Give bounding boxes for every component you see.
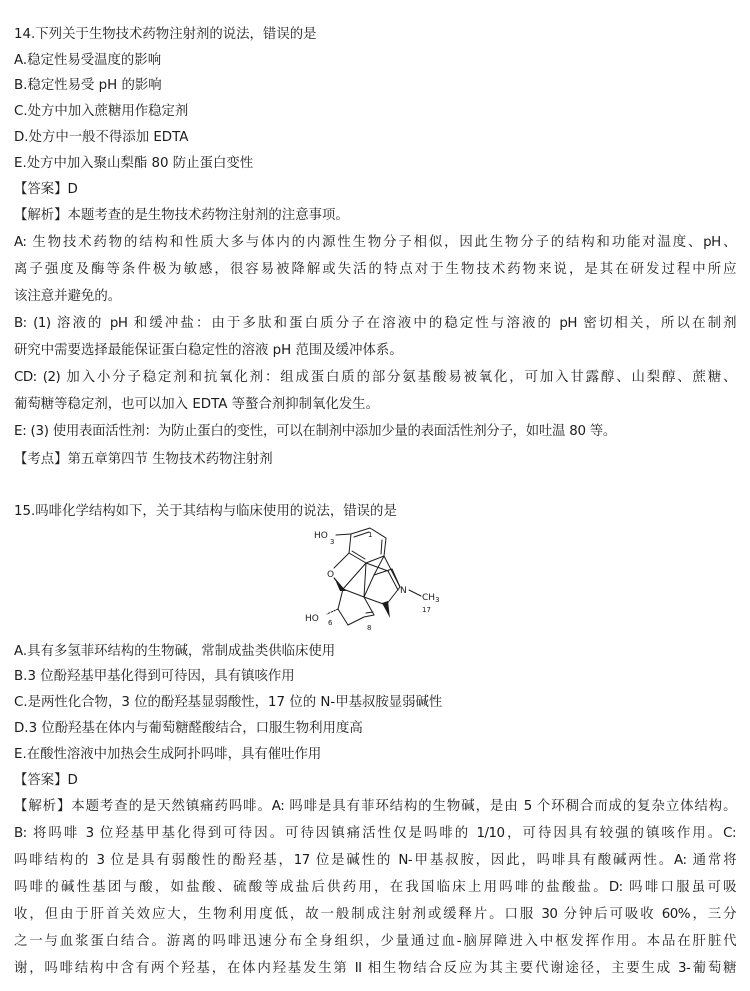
q14-analysis-line: 离子强度及酶等条件极为敏感，很容易被降解或失活的特点对于生物技术药物来说，是其在研发过程中所应 bbox=[14, 262, 736, 277]
q14-exam-point: 【考点】第五章第四节 生物技术药物注射剂 bbox=[14, 452, 273, 467]
q14-analysis-line: B: (1) 溶液的 pH 和缓冲盐：由于多肽和蛋白质分子在溶液中的稳定性与溶液的 pH 密切相关，所以在制剂 bbox=[14, 316, 736, 331]
q14-analysis-line: A: 生物技术药物的结构和性质大多与体内的内源性生物分子相似，因此生物分子的结构和功能对温度、pH、 bbox=[14, 235, 736, 250]
atom-label-ho-3: HO bbox=[314, 531, 328, 541]
q15-analysis-line: 吗啡的碱性基团与酸，如盐酸、硫酸等成盐后供药用，在我国临床上用吗啡的盐酸盐。D: 吗啡口服虽可吸 bbox=[14, 880, 736, 895]
q15-option-e: E.在酸性溶液中加热会生成阿扑吗啡，具有催吐作用 bbox=[14, 747, 322, 762]
atom-label-nitrogen: N bbox=[400, 586, 407, 596]
q14-analysis-line: 该注意并避免的。 bbox=[14, 289, 122, 304]
methyl-ch: CH bbox=[422, 593, 436, 603]
q15-analysis-line: 谢，吗啡结构中含有两个羟基，在体内羟基发生第 II 相生物结合反应为其主要代谢途径，主要生成 3-葡萄糖 bbox=[14, 961, 736, 976]
q15-answer: 【答案】D bbox=[14, 773, 78, 788]
q14-option-a: A.稳定性易受温度的影响 bbox=[14, 53, 162, 68]
q14-analysis-line: 研究中需要选择最能保证蛋白稳定性的溶液 pH 范围及缓冲体系。 bbox=[14, 343, 403, 358]
q14-option-b: B.稳定性易受 pH 的影响 bbox=[14, 78, 162, 93]
atom-label-ho-6: HO bbox=[305, 614, 319, 624]
q15-stem: 15.吗啡化学结构如下，关于其结构与临床使用的说法，错误的是 bbox=[14, 504, 397, 519]
q15-analysis-line: 【解析】本题考查的是天然镇痛药吗啡。A: 吗啡是具有菲环结构的生物碱，是由 5 个环稠合而成的复杂立体结构。 bbox=[14, 799, 736, 814]
atom-label-methyl bbox=[422, 593, 440, 604]
position-number-17: 17 bbox=[422, 606, 431, 614]
q14-option-c: C.处方中加入蔗糖用作稳定剂 bbox=[14, 104, 189, 119]
q14-option-d: D.处方中一般不得添加 EDTA bbox=[14, 130, 189, 145]
q15-analysis-line: B: 将吗啡 3 位羟基甲基化得到可待因。可待因镇痛活性仅是吗啡的 1/10，可待因具有较强的镇咳作用。C: bbox=[14, 826, 736, 841]
q15-analysis-line: 吗啡结构的 3 位是具有弱酸性的酚羟基，17 位是碱性的 N-甲基叔胺，因此，吗啡具有酸碱两性。A: 通常将 bbox=[14, 853, 736, 868]
q14-answer: 【答案】D bbox=[14, 182, 78, 197]
position-number-3: 3 bbox=[330, 538, 335, 546]
q15-option-c: C.是两性化合物，3 位的酚羟基显弱酸性，17 位的 N-甲基叔胺显弱碱性 bbox=[14, 695, 443, 710]
q15-option-b: B.3 位酚羟基甲基化得到可待因，具有镇咳作用 bbox=[14, 669, 295, 684]
atom-label-oxygen: O bbox=[327, 570, 335, 580]
position-number-1: 1 bbox=[368, 531, 373, 539]
q15-analysis-line: 之一与血浆蛋白结合。游离的吗啡迅速分布全身组织，少量通过血-脑屏障进入中枢发挥作用。本品在肝脏代 bbox=[14, 934, 736, 949]
methyl-subscript: 3 bbox=[435, 596, 440, 604]
morphine-structure bbox=[296, 525, 456, 640]
position-number-6: 6 bbox=[328, 619, 333, 627]
position-number-8: 8 bbox=[367, 624, 372, 632]
q15-option-d: D.3 位酚羟基在体内与葡萄糖醛酸结合，口服生物利用度高 bbox=[14, 721, 363, 736]
morphine-structure-drawing bbox=[296, 525, 456, 640]
q14-analysis-line: 【解析】本题考查的是生物技术药物注射剂的注意事项。 bbox=[14, 208, 349, 223]
q14-analysis-line: CD: (2) 加入小分子稳定剂和抗氧化剂：组成蛋白质的部分氨基酸易被氧化，可加入甘露醇、山梨醇、蔗糖、 bbox=[14, 370, 736, 385]
q14-analysis-line: 葡萄糖等稳定剂，也可以加入 EDTA 等螯合剂抑制氧化发生。 bbox=[14, 397, 379, 412]
q14-analysis-line: E: (3) 使用表面活性剂：为防止蛋白的变性，可以在制剂中添加少量的表面活性剂分子，如吐温 80 等。 bbox=[14, 424, 617, 439]
q14-option-e: E.处方中加入聚山梨酯 80 防止蛋白变性 bbox=[14, 156, 254, 171]
q15-analysis-line: 收，但由于肝首关效应大，生物利用度低，故一般制成注射剂或缓释片。口服 30 分钟后可吸收 60%，三分 bbox=[14, 907, 736, 922]
q14-stem: 14.下列关于生物技术药物注射剂的说法，错误的是 bbox=[14, 27, 317, 42]
q15-option-a: A.具有多氢菲环结构的生物碱，常制成盐类供临床使用 bbox=[14, 644, 336, 659]
